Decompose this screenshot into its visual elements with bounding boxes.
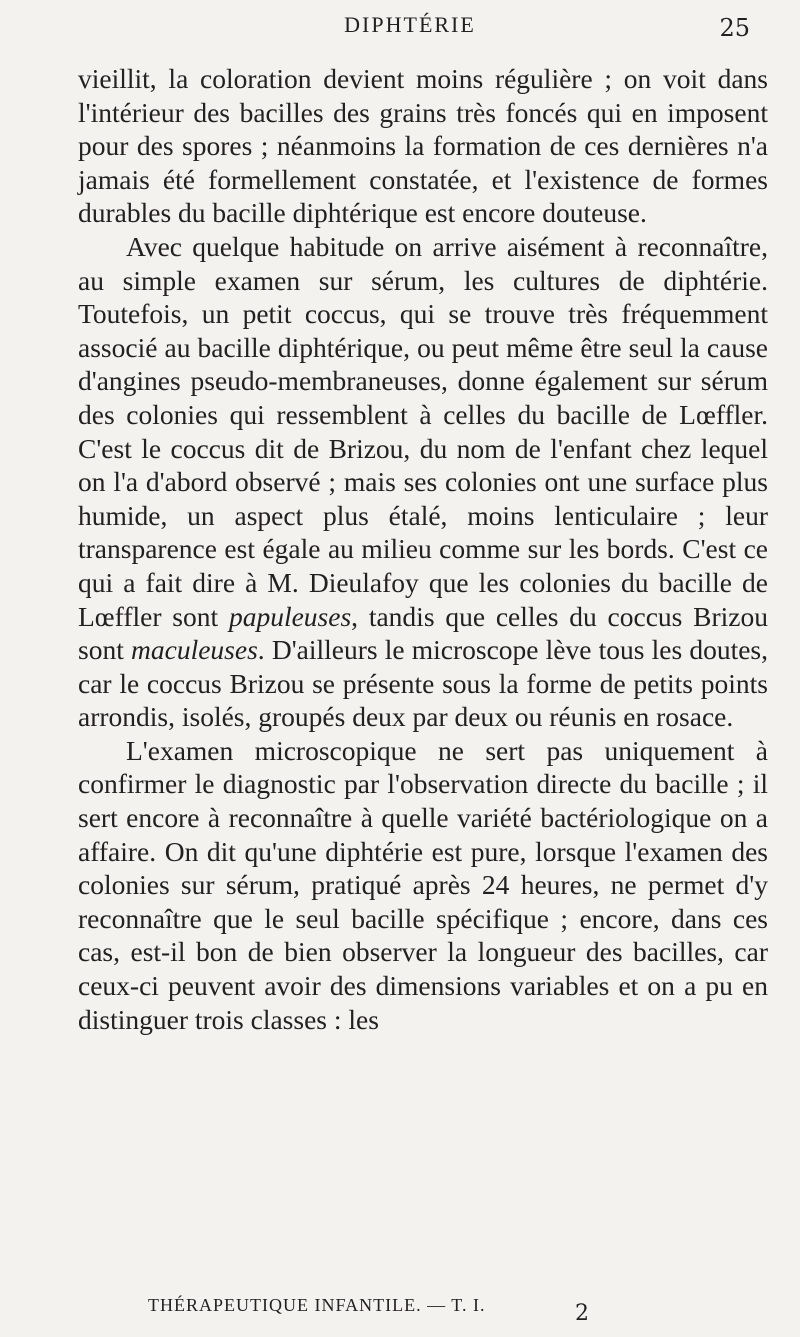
- signature-mark: 2: [575, 1301, 589, 1326]
- page-number: 25: [719, 14, 750, 42]
- footer-note: THÉRAPEUTIQUE INFANTILE. — T. I.: [148, 1295, 486, 1315]
- running-title: DIPHTÉRIE: [344, 12, 476, 37]
- paragraph-2-part-c: . D'ailleurs le microscope lève tous les doutes, car le coccus Brizou se présente sous la forme de petits points arrondis, isolés, groupés deux par deux ou réunis en rosace.: [78, 634, 769, 733]
- paragraph-3: L'examen microscopique ne sert pas uniquement à confirmer le diagnostic par l'observation directe du bacille ; il sert encore à reconnaître à quelle variété bactériologique on a affaire. On dit qu'une diphtérie est pure, lorsque l'examen des colonies sur sérum, pratiqué après 24 heures, ne permet d'y reconnaître que le seul bacille spécifique ; encore, dans ces cas, est-il bon de bien observer la longueur des bacilles, car ceux-ci peuvent avoir des dimensions variables et on a pu en distinguer trois classes : les: [78, 734, 768, 1035]
- term-papuleuses: papuleuses: [228, 600, 352, 632]
- body-text: [78, 62, 768, 1036]
- term-maculeuses: maculeuses: [131, 634, 258, 666]
- paragraph-2: [78, 230, 768, 734]
- page-footer: [0, 1291, 800, 1331]
- paragraph-1: vieillit, la coloration devient moins régulière ; on voit dans l'intérieur des bacilles des grains très foncés qui en imposent pour des spores ; néanmoins la formation de ces dernières n'a jamais été formellement constatée, et l'existence de formes durables du bacille diphtérique est encore douteuse.: [78, 63, 768, 229]
- paragraph-2-part-a: Avec quelque habitude on arrive aisément à reconnaître, au simple examen sur sérum, les cultures de diphtérie. Toutefois, un petit coccus, qui se trouve très fréquemment associé au bacille diphtérique, ou peut même être seul la cause d'angines pseudo-membraneuses, donne également sur sérum des colonies qui ressemblent à celles du bacille de Lœffler. C'est le coccus dit de Brizou, du nom de l'enfant chez lequel on l'a d'abord observé ; mais ses colonies ont une surface plus humide, un aspect plus étalé, moins lenticulaire ; leur transparence est égale au milieu comme sur les bords. C'est ce qui a fait dire à M. Dieulafoy que les colonies du bacille de Lœffler sont: [78, 230, 768, 632]
- paragraph-2-part-b: , tandis que celles du coccus Brizou sont: [78, 600, 768, 666]
- page-header: [60, 0, 760, 60]
